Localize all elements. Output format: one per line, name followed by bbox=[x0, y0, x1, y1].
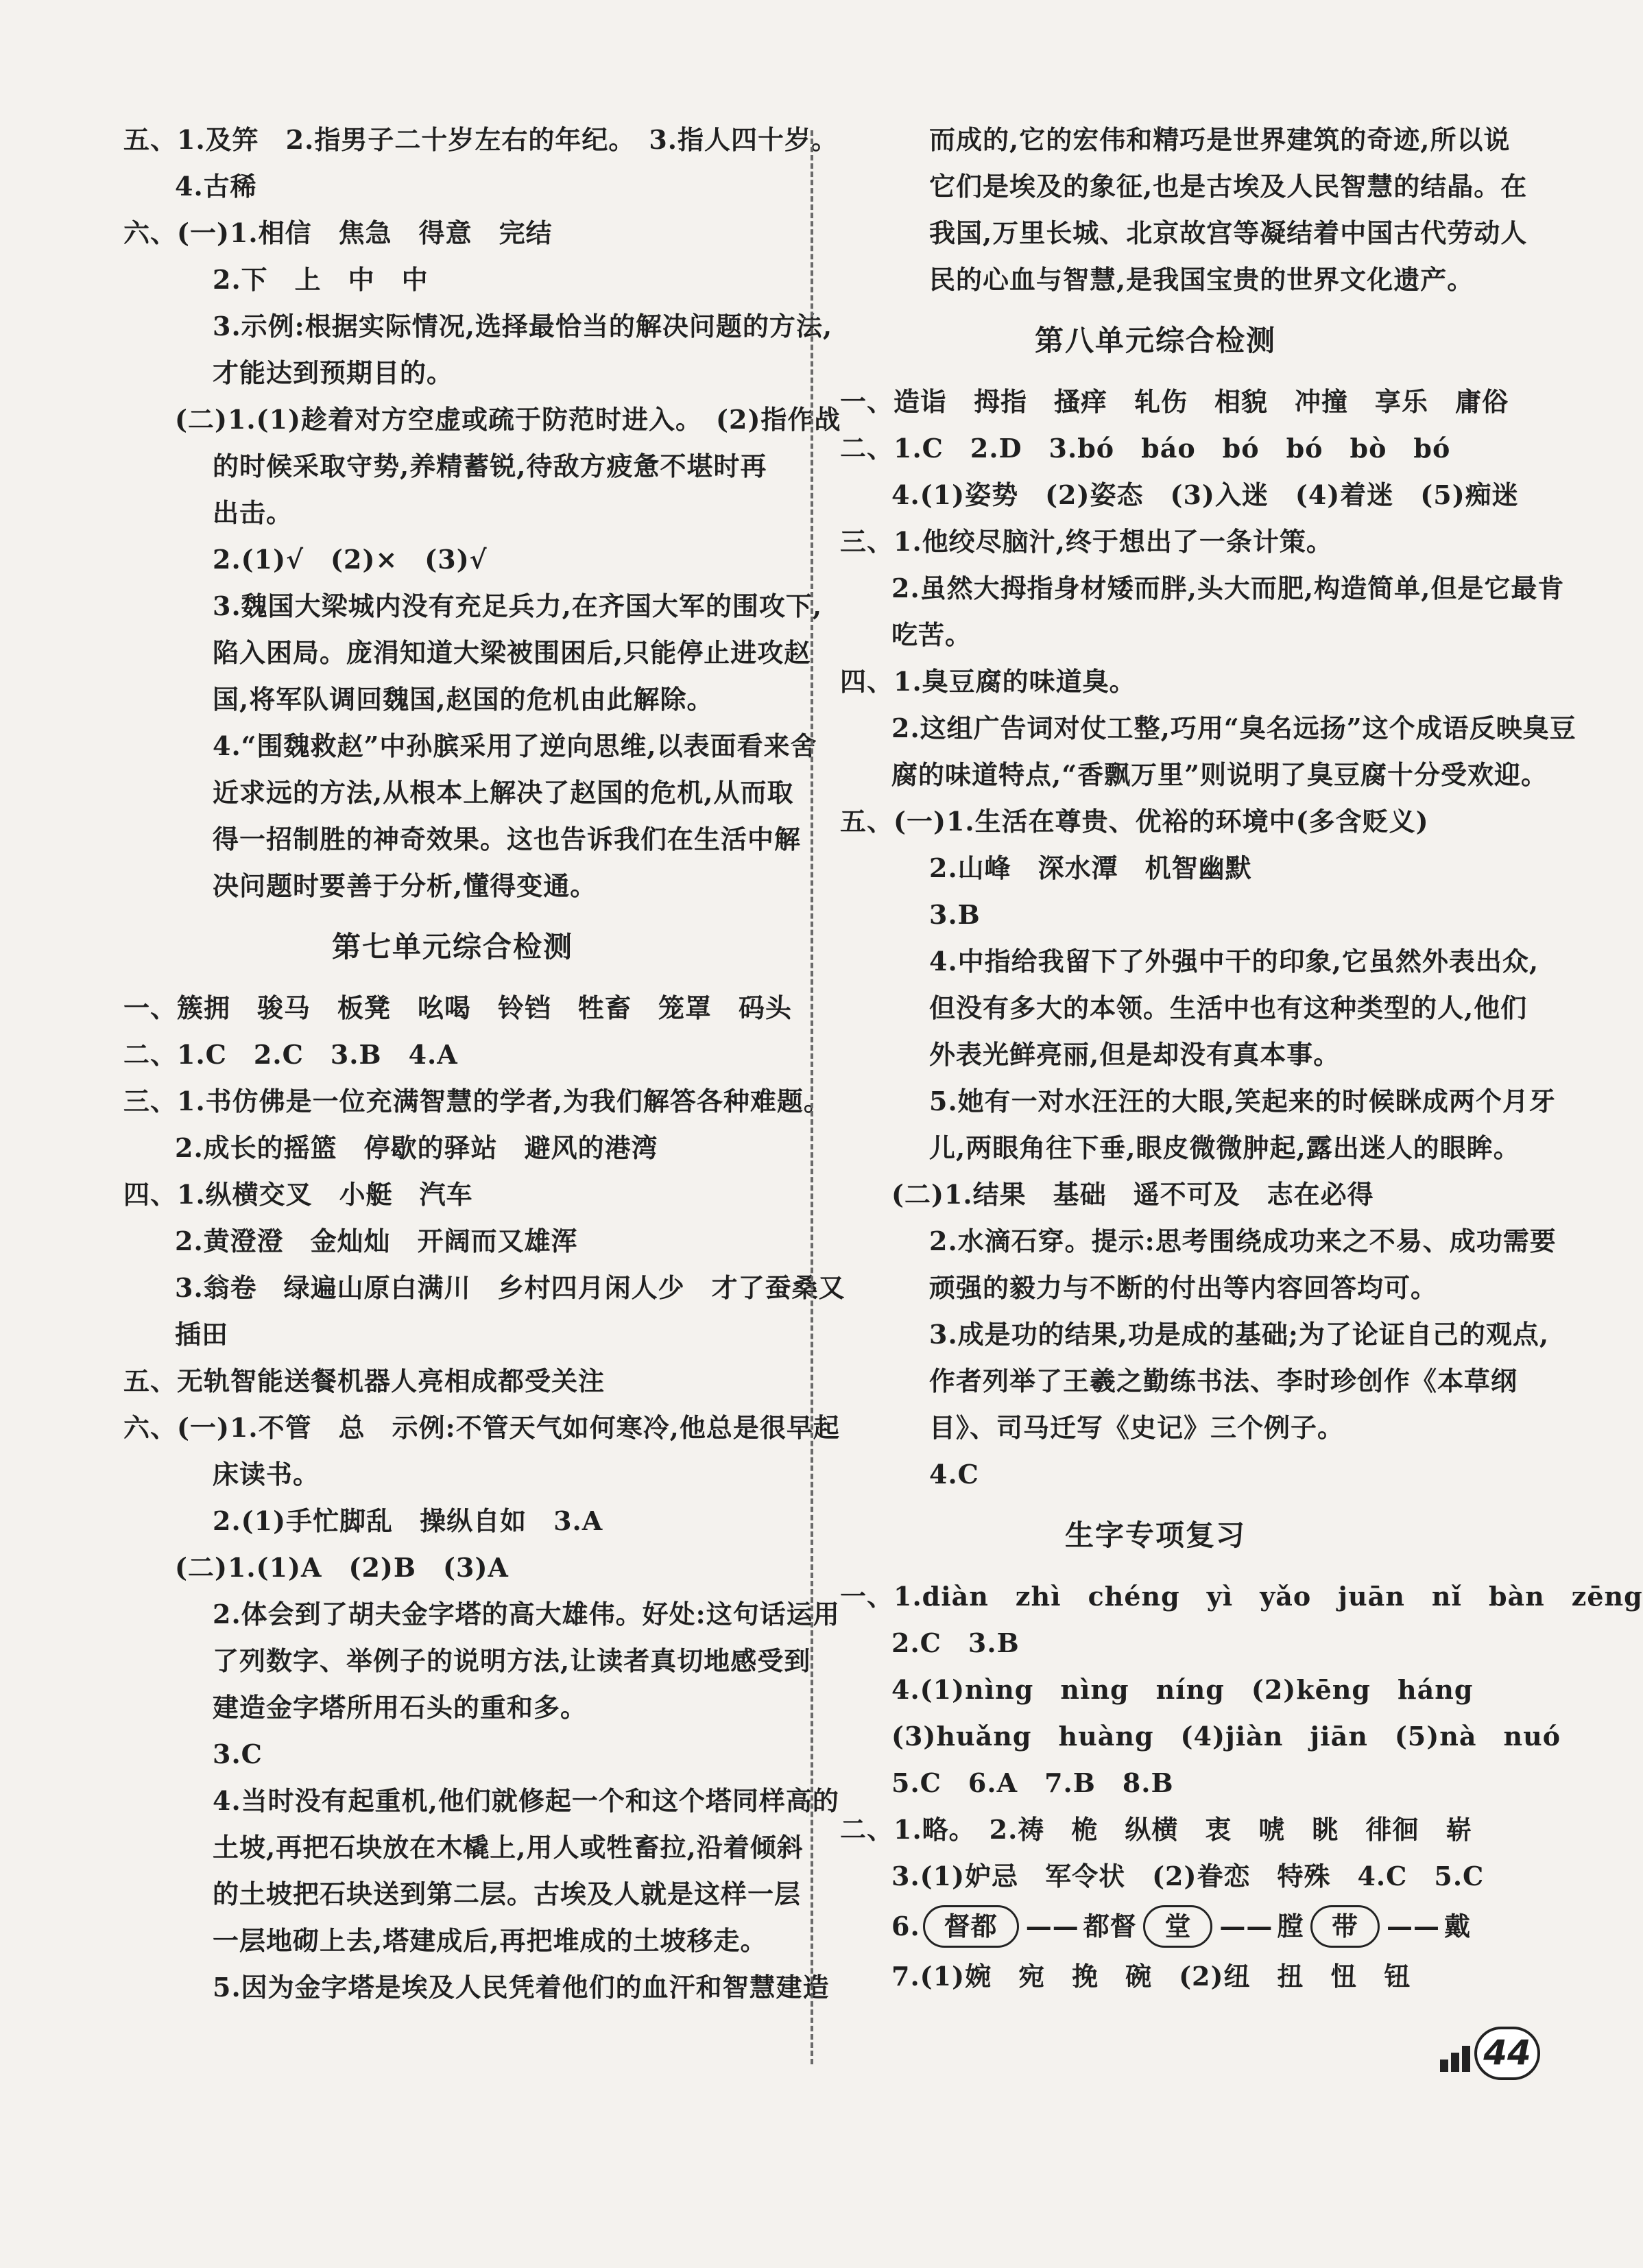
answer-line: 2.(1)手忙脚乱 操纵自如 3.A bbox=[213, 1505, 603, 1536]
corrected-word: 膛 bbox=[1277, 1911, 1304, 1942]
answer-line: 了列数字、举例子的说明方法,让读者真切地感受到 bbox=[213, 1645, 811, 1676]
answer-line: 3.翁卷 绿遍山原白满川 乡村四月闲人少 才了蚕桑又 bbox=[175, 1272, 846, 1303]
answer-line: 儿,两眼角往下垂,眼皮微微肿起,露出迷人的眼眸。 bbox=[929, 1132, 1520, 1163]
answer-line: 三、1.书仿佛是一位充满智慧的学者,为我们解答各种难题。 bbox=[123, 1086, 830, 1117]
circled-word: 带 bbox=[1310, 1905, 1380, 1948]
answer-line: (二)1.结果 基础 遥不可及 志在必得 bbox=[891, 1179, 1374, 1210]
answer-line: 床读书。 bbox=[213, 1459, 320, 1490]
answer-line: 四、1.臭豆腐的味道臭。 bbox=[840, 666, 1136, 697]
answer-line: 4.古稀 bbox=[175, 171, 257, 202]
column-divider bbox=[811, 130, 813, 2064]
answer-line: 4.C bbox=[929, 1459, 979, 1490]
answer-line: 3.魏国大梁城内没有充足兵力,在齐国大军的围攻下, bbox=[213, 590, 823, 621]
answer-line: (二)1.(1)A (2)B (3)A bbox=[175, 1552, 509, 1583]
answer-line: 4.(1)姿势 (2)姿态 (3)入迷 (4)着迷 (5)痴迷 bbox=[891, 479, 1519, 510]
answer-line: 一、造诣 拇指 搔痒 轧伤 相貌 冲撞 享乐 庸俗 bbox=[840, 386, 1509, 417]
answer-line: 4.(1)nìng nìng níng (2)kēng háng bbox=[891, 1674, 1474, 1705]
page-number: 44 bbox=[1474, 2027, 1540, 2080]
answer-line: 出击。 bbox=[213, 497, 293, 528]
answer-line: 2.水滴石穿。提示:思考围绕成功来之不易、成功需要 bbox=[929, 1226, 1557, 1256]
answer-line: 三、1.他绞尽脑汁,终于想出了一条计策。 bbox=[840, 526, 1333, 557]
answer-line: 2.山峰 深水潭 机智幽默 bbox=[929, 852, 1252, 883]
answer-line: 六、(一)1.不管 总 示例:不管天气如何寒冷,他总是很早起 bbox=[123, 1412, 840, 1443]
answer-line: 五、(一)1.生活在尊贵、优裕的环境中(多含贬义) bbox=[840, 806, 1429, 837]
item6-prefix: 6. bbox=[891, 1911, 920, 1942]
answer-line: 它们是埃及的象征,也是古埃及人民智慧的结晶。在 bbox=[929, 171, 1528, 202]
answer-line: 近求远的方法,从根本上解决了赵国的危机,从而取 bbox=[213, 777, 794, 808]
answer-line: 五、1.及笄 2.指男子二十岁左右的年纪。 3.指人四十岁。 bbox=[123, 124, 839, 155]
answer-line: 国,将军队调回魏国,赵国的危机由此解除。 bbox=[213, 684, 714, 715]
answer-line: 腐的味道特点,“香飘万里”则说明了臭豆腐十分受欢迎。 bbox=[891, 759, 1548, 790]
answer-line: 陷入困局。庞涓知道大梁被围困后,只能停止进攻赵 bbox=[213, 637, 811, 668]
answer-line: 顽强的毅力与不断的付出等内容回答均可。 bbox=[929, 1272, 1438, 1303]
answer-line: 民的心血与智慧,是我国宝贵的世界文化遗产。 bbox=[929, 264, 1474, 295]
answer-line: 3.示例:根据实际情况,选择最恰当的解决问题的方法, bbox=[213, 311, 833, 342]
answer-line: 作者列举了王羲之勤练书法、李时珍创作《本草纲 bbox=[929, 1365, 1518, 1396]
answer-line: 吃苦。 bbox=[891, 619, 972, 650]
answer-line: 一、1.diàn zhì chéng yì yǎo juān nǐ bàn zēng bbox=[840, 1581, 1643, 1612]
answer-line: 2.(1)√ (2)× (3)√ bbox=[213, 544, 488, 575]
answer-line: 四、1.纵横交叉 小艇 汽车 bbox=[123, 1179, 473, 1210]
answer-line: 目》、司马迁写《史记》三个例子。 bbox=[929, 1412, 1345, 1443]
answer-item-7: 7.(1)婉 宛 挽 碗 (2)纽 扭 忸 钮 bbox=[891, 1961, 1411, 1992]
answer-line: 5.她有一对水汪汪的大眼,笑起来的时候眯成两个月牙 bbox=[929, 1086, 1556, 1117]
answer-line: 4.“围魏救赵”中孙膑采用了逆向思维,以表面看来舍 bbox=[213, 730, 817, 761]
answer-line: 土坡,再把石块放在木橇上,用人或牲畜拉,沿着倾斜 bbox=[213, 1832, 804, 1863]
corrected-word: 戴 bbox=[1443, 1911, 1471, 1942]
answer-line: 的土坡把石块送到第二层。古埃及人就是这样一层 bbox=[213, 1878, 802, 1909]
answer-line: 4.当时没有起重机,他们就修起一个和这个塔同样高的 bbox=[213, 1785, 839, 1816]
answer-line: 3.B bbox=[929, 899, 981, 930]
answer-line: 2.黄澄澄 金灿灿 开阔而又雄浑 bbox=[175, 1226, 578, 1256]
corrected-word: 都督 bbox=[1083, 1911, 1137, 1942]
dash: —— bbox=[1219, 1911, 1273, 1942]
answer-line: 2.下 上 中 中 bbox=[213, 264, 429, 295]
answer-line: 才能达到预期目的。 bbox=[213, 357, 454, 388]
answer-line: 外表光鲜亮丽,但是却没有真本事。 bbox=[929, 1039, 1341, 1070]
answer-line: 二、1.C 2.D 3.bó báo bó bó bò bó bbox=[840, 433, 1451, 464]
answer-line: 二、1.略。 2.祷 桅 纵横 衷 唬 眺 徘徊 崭 bbox=[840, 1814, 1473, 1845]
dash: —— bbox=[1386, 1911, 1440, 1942]
answer-line: 我国,万里长城、北京故宫等凝结着中国古代劳动人 bbox=[929, 217, 1528, 248]
answer-line: 五、无轨智能送餐机器人亮相成都受关注 bbox=[123, 1365, 605, 1396]
answer-line: 但没有多大的本领。生活中也有这种类型的人,他们 bbox=[929, 992, 1528, 1023]
answer-line: 一层地砌上去,塔建成后,再把堆成的土坡移走。 bbox=[213, 1925, 767, 1956]
answer-line: 5.因为金字塔是埃及人民凭着他们的血汗和智慧建造 bbox=[213, 1972, 830, 2003]
answer-line: (3)huǎng huàng (4)jiàn jiān (5)nà nuó bbox=[891, 1721, 1561, 1752]
answer-line: 5.C 6.A 7.B 8.B bbox=[891, 1767, 1174, 1798]
answer-line: 六、(一)1.相信 焦急 得意 完结 bbox=[123, 217, 553, 248]
answer-line: 3.成是功的结果,功是成的基础;为了论证自己的观点, bbox=[929, 1319, 1550, 1350]
answer-item-6 bbox=[840, 1900, 1471, 1953]
answer-line: 决问题时要善于分析,懂得变通。 bbox=[213, 870, 597, 901]
answer-line: 2.C 3.B bbox=[891, 1627, 1020, 1658]
right-column bbox=[840, 117, 1643, 2000]
dash: —— bbox=[1025, 1911, 1079, 1942]
answer-line: 一、簇拥 骏马 板凳 吆喝 铃铛 牲畜 笼罩 码头 bbox=[123, 992, 793, 1023]
section-heading: 第八单元综合检测 bbox=[1034, 324, 1276, 357]
signal-bars-icon bbox=[1440, 2046, 1473, 2072]
section-heading: 生字专项复习 bbox=[1064, 1518, 1246, 1552]
left-column bbox=[123, 117, 846, 2011]
page-number-badge bbox=[1440, 2027, 1536, 2076]
answer-line: 2.这组广告词对仗工整,巧用“臭名远扬”这个成语反映臭豆 bbox=[891, 713, 1576, 743]
answer-line: 4.中指给我留下了外强中干的印象,它虽然外表出众, bbox=[929, 946, 1539, 977]
answer-line: 二、1.C 2.C 3.B 4.A bbox=[123, 1039, 458, 1070]
right-column-lines bbox=[840, 117, 1643, 1900]
section-heading: 第七单元综合检测 bbox=[331, 930, 573, 964]
answer-line: 3.C bbox=[213, 1739, 263, 1769]
circled-word: 督都 bbox=[923, 1905, 1019, 1948]
answer-line: 2.成长的摇篮 停歇的驿站 避风的港湾 bbox=[175, 1132, 658, 1163]
answer-line: 得一招制胜的神奇效果。这也告诉我们在生活中解 bbox=[213, 824, 802, 855]
answer-line: 而成的,它的宏伟和精巧是世界建筑的奇迹,所以说 bbox=[929, 124, 1511, 155]
answer-line: 2.虽然大拇指身材矮而胖,头大而肥,构造简单,但是它最肯 bbox=[891, 573, 1565, 604]
answer-line: 建造金字塔所用石头的重和多。 bbox=[213, 1692, 588, 1723]
answer-line: 2.体会到了胡夫金字塔的高大雄伟。好处:这句话运用 bbox=[213, 1599, 840, 1630]
circled-word: 堂 bbox=[1143, 1905, 1212, 1948]
answer-line: 的时候采取守势,养精蓄锐,待敌方疲惫不堪时再 bbox=[213, 451, 767, 481]
answer-line: 3.(1)妒忌 军令状 (2)眷恋 特殊 4.C 5.C bbox=[891, 1861, 1485, 1891]
answer-line: (二)1.(1)趁着对方空虚或疏于防范时进入。 (2)指作战 bbox=[175, 404, 841, 435]
answer-line: 插田 bbox=[175, 1319, 229, 1350]
